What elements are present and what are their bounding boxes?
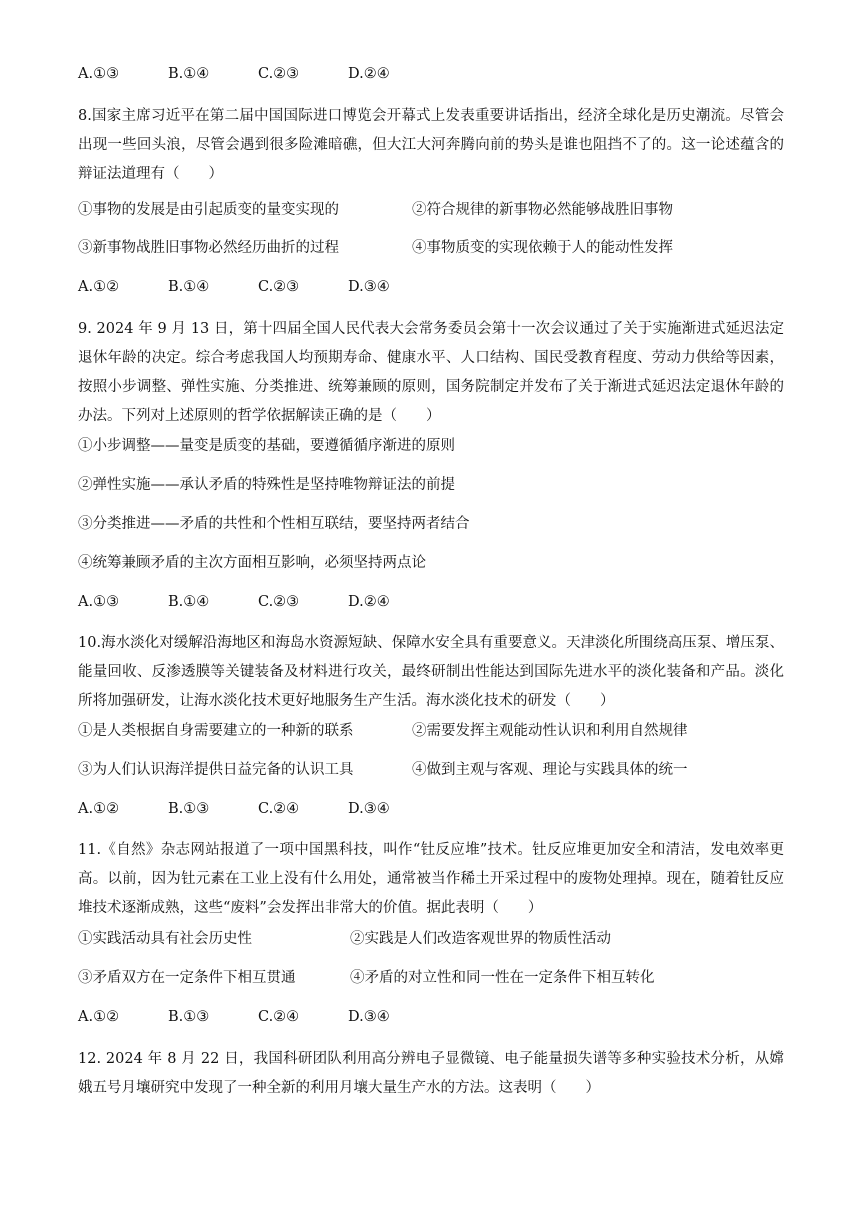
q11-choice-b: B.①③ [168,1009,210,1025]
q7-choices [78,64,438,84]
q8-choice-d: D.③④ [348,279,390,295]
q12-stem: 12. 2024 年 8 月 22 日，我国科研团队利用高分辨电子显微镜、电子能量损失谱等多种实验技术分析，从嫦娥五号月壤研究中发现了一种全新的利用月壤大量生产水的方法。这表明（ ） [78,1051,784,1096]
q11-option-4: ④矛盾的对立性和同一性在一定条件下相互转化 [350,970,655,986]
q11-option-3: ③矛盾双方在一定条件下相互贯通 [78,970,296,986]
q8-choice-c: C.②③ [258,279,300,295]
q10-stem: 10.海水淡化对缓解沿海地区和海岛水资源短缺、保障水安全具有重要意义。天津淡化所围绕高压泵、增压泵、能量回收、反渗透膜等关键装备及材料进行攻关，最终研制出性能达到国际先进水平的淡化装备和产品。淡化所将加强研发，让海水淡化技术更好地服务生产生活。海水淡化技术的研发（ ） [78,635,784,709]
q11-choices [78,1007,438,1027]
q8-stem: 8.国家主席习近平在第二届中国国际进口博览会开幕式上发表重要讲话指出，经济全球化是历史潮流。尽管会出现一些回头浪，尽管会遇到很多险滩暗礁，但大江大河奔腾向前的势头是谁也阻挡不了的。这一论述蕴含的辩证法道理有（ ） [78,108,784,182]
q8-choices [78,277,438,297]
q11-stem: 11.《自然》杂志网站报道了一项中国黑科技，叫作“钍反应堆”技术。钍反应堆更加安全和清洁，发电效率更高。以前，因为钍元素在工业上没有什么用处，通常被当作稀土开采过程中的废物处理掉。现在，随着钍反应堆技术逐渐成熟，这些“废料”会发挥出非常大的价值。据此表明（ ） [78,842,784,916]
q9-option-3: ③分类推进——矛盾的共性和个性相互联结，要坚持两者结合 [78,516,470,532]
q11-choice-a: A.①② [78,1009,120,1025]
q8-choice-a: A.①② [78,279,120,295]
q7-choice-d: D.②④ [348,66,390,82]
q9-option-1: ①小步调整——量变是质变的基础，要遵循循序渐进的原则 [78,438,455,454]
q11-choice-c: C.②④ [258,1009,300,1025]
q9-choice-c: C.②③ [258,594,300,610]
q9-choice-a: A.①③ [78,594,120,610]
q8-option-1: ①事物的发展是由引起质变的量变实现的 [78,202,339,218]
q8-choice-b: B.①④ [168,279,210,295]
q9-choice-b: B.①④ [168,594,210,610]
q10-option-4: ④做到主观与客观、理论与实践具体的统一 [412,762,688,778]
q11-choice-d: D.③④ [348,1009,390,1025]
q11-option-2: ②实践是人们改造客观世界的物质性活动 [350,931,611,947]
q10-option-1: ①是人类根据自身需要建立的一种新的联系 [78,723,354,739]
q7-choice-c: C.②③ [258,66,300,82]
q7-choice-a: A.①③ [78,66,120,82]
q10-choice-c: C.②④ [258,801,300,817]
q8-option-2: ②符合规律的新事物必然能够战胜旧事物 [412,202,673,218]
q7-choice-b: B.①④ [168,66,210,82]
q9-option-2: ②弹性实施——承认矛盾的特殊性是坚持唯物辩证法的前提 [78,477,455,493]
q9-choice-d: D.②④ [348,594,390,610]
q10-choice-d: D.③④ [348,801,390,817]
q9-option-4: ④统筹兼顾矛盾的主次方面相互影响，必须坚持两点论 [78,555,426,571]
q10-option-2: ②需要发挥主观能动性认识和利用自然规律 [412,723,688,739]
q11-option-1: ①实践活动具有社会历史性 [78,931,252,947]
q10-choice-b: B.①③ [168,801,210,817]
q8-option-4: ④事物质变的实现依赖于人的能动性发挥 [412,240,673,256]
q10-choices [78,799,438,819]
q10-option-3: ③为人们认识海洋提供日益完备的认识工具 [78,762,354,778]
q10-choice-a: A.①② [78,801,120,817]
q8-option-3: ③新事物战胜旧事物必然经历曲折的过程 [78,240,339,256]
q9-stem: 9. 2024 年 9 月 13 日，第十四届全国人民代表大会常务委员会第十一次会议通过了关于实施渐进式延迟法定退休年龄的决定。综合考虑我国人均预期寿命、健康水平、人口结构、国民受教育程度、劳动力供给等因素，按照小步调整、弹性实施、分类推进、统筹兼顾的原则，国务院制定并发布了关于渐进式延迟法定退休年龄的办法。下列对上述原则的哲学依据解读正确的是（ ） [78,321,784,424]
q9-choices [78,592,438,612]
